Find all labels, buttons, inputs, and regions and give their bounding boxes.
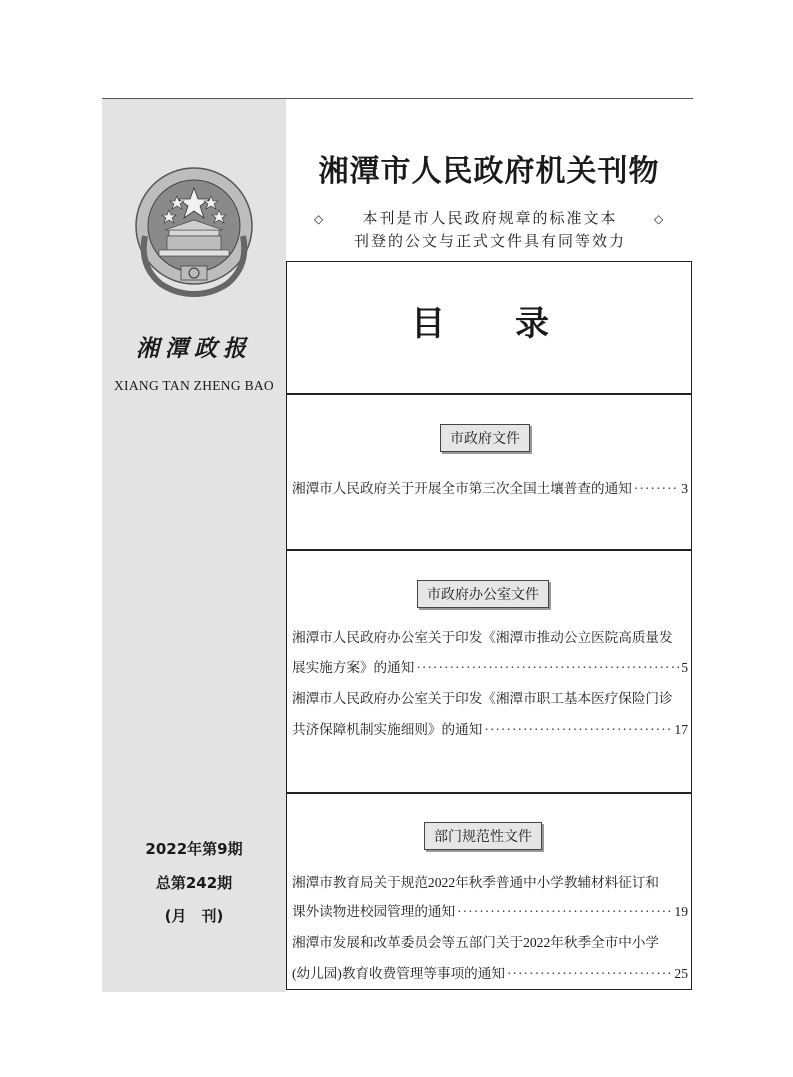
list-item[interactable]	[292, 720, 688, 740]
entry-title: 湘潭市人民政府关于开展全市第三次全国土壤普查的通知	[292, 481, 632, 496]
entry-title[interactable]: 湘潭市教育局关于规范2022年秋季普通中小学教辅材料征订和	[292, 875, 660, 890]
leader-dots	[457, 902, 672, 922]
diamond-icon: ◇	[654, 212, 664, 226]
list-item[interactable]	[292, 964, 688, 984]
entry-page: 3	[681, 481, 688, 496]
page-title: 湘潭市人民政府机关刊物	[318, 154, 660, 189]
section-label-city-office: 市政府办公室文件	[417, 580, 549, 608]
list-item[interactable]	[292, 902, 688, 922]
entry-page: 5	[681, 660, 688, 675]
list-item[interactable]	[292, 658, 688, 678]
publication-latin-name: XIANG TAN ZHENG BAO	[114, 378, 274, 393]
entry-title-cont: 展实施方案》的通知	[292, 660, 415, 675]
subtitle-line-2: 刊登的公文与正式文件具有同等效力	[353, 232, 626, 250]
entry-page: 17	[674, 722, 688, 737]
entry-title-cont: (幼儿园)教育收费管理等事项的通知	[292, 966, 505, 981]
total-issue: 总第242期	[155, 874, 233, 892]
entry-title[interactable]: 湘潭市人民政府办公室关于印发《湘潭市职工基本医疗保险门诊	[292, 691, 673, 706]
toc-heading: 目 录	[411, 304, 567, 344]
entry-title[interactable]: 湘潭市人民政府办公室关于印发《湘潭市推动公立医院高质量发	[292, 630, 673, 645]
leader-dots	[484, 720, 672, 740]
subtitle-line-1: 本刊是市人民政府规章的标准文本	[362, 209, 618, 227]
entry-title-cont: 课外读物进校园管理的通知	[292, 904, 456, 919]
diamond-icon: ◇	[314, 212, 324, 226]
section-label-department: 部门规范性文件	[424, 822, 542, 850]
entry-title[interactable]: 湘潭市发展和改革委员会等五部门关于2022年秋季全市中小学	[292, 935, 660, 950]
entry-title-cont: 共济保障机制实施细则》的通知	[292, 722, 483, 737]
list-item[interactable]	[292, 479, 688, 499]
section-divider	[286, 393, 692, 395]
entry-page: 19	[674, 904, 688, 919]
publication-frequency: (月 刊)	[164, 907, 224, 925]
section-label-city-government: 市政府文件	[440, 424, 530, 452]
section-divider	[286, 549, 692, 551]
issue-number: 2022年第9期	[145, 840, 243, 858]
leader-dots	[416, 658, 679, 678]
publication-name: 湘潭政报	[136, 335, 252, 362]
entry-page: 25	[674, 966, 688, 981]
national-emblem-icon	[131, 166, 257, 298]
leader-dots	[507, 964, 672, 984]
section-divider	[286, 792, 692, 794]
leader-dots	[634, 479, 679, 499]
